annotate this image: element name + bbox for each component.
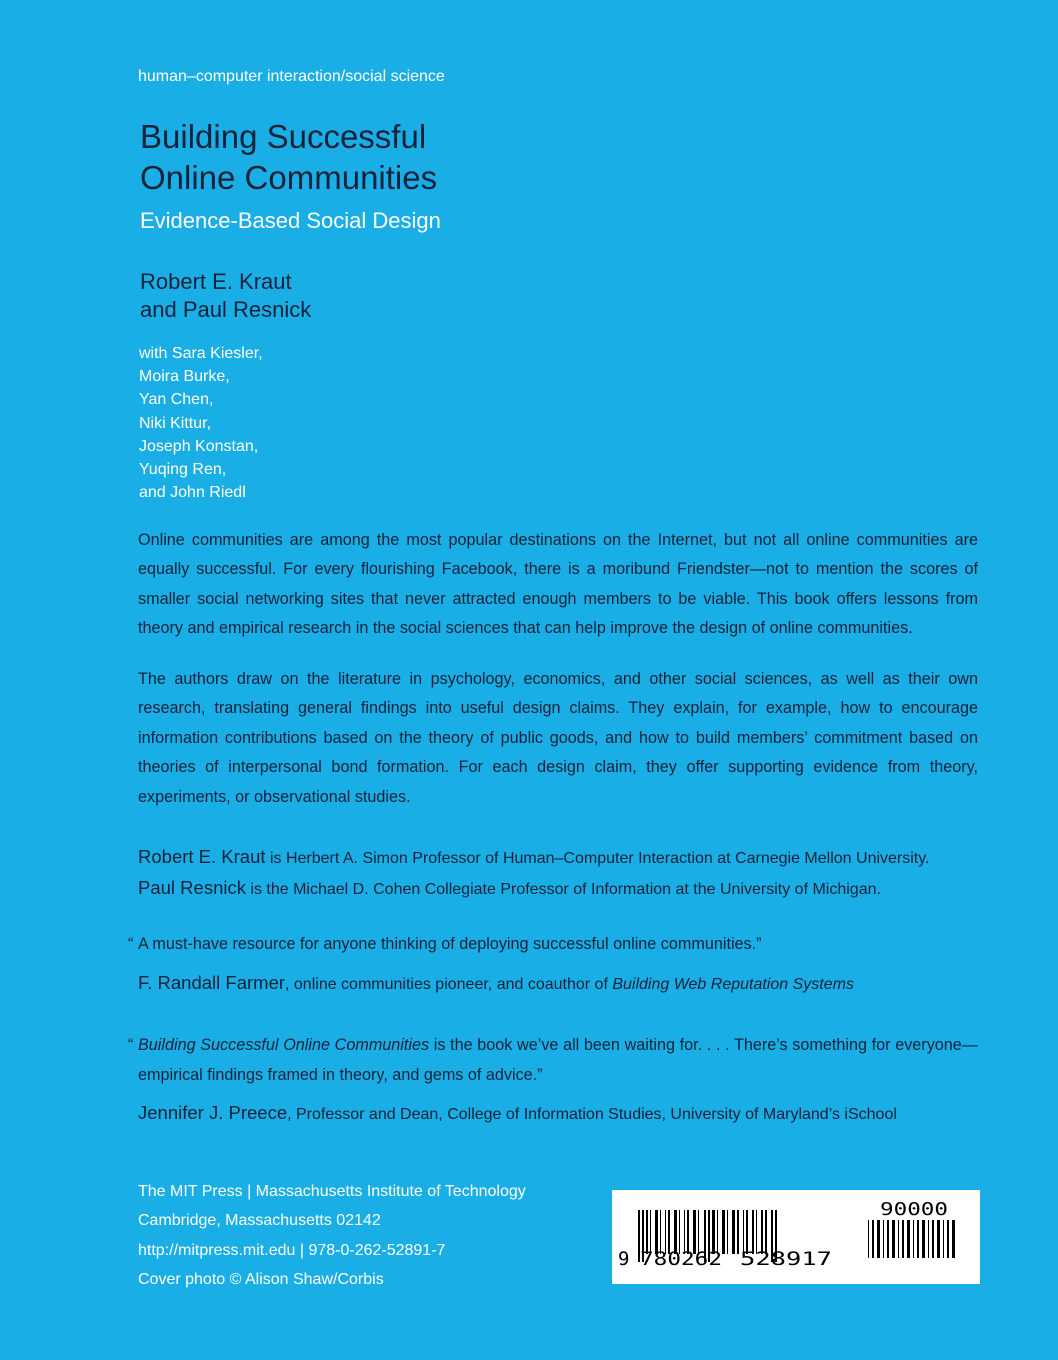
description-paragraph-2: The authors draw on the literature in psychology, economics, and other social sciences, as well as their own research, translating general findings into useful design claims. They explain, for example, how to encourage information contributions based on the theory of public goods, and how to build members’ commitment based on theories of interpersonal bond formation. For each design claim, they offer supporting evidence from theory, experiments, or observational studies. bbox=[138, 670, 978, 806]
bio-name: Robert E. Kraut bbox=[138, 846, 266, 867]
quote-affiliation: , Professor and Dean, College of Information Studies, University of Maryland’s iSchool bbox=[287, 1106, 897, 1123]
barcode-bar bbox=[902, 1220, 904, 1258]
bio-text: is Herbert A. Simon Professor of Human–Computer Interaction at Carnegie Mellon University. bbox=[265, 850, 930, 867]
bio-kraut bbox=[138, 842, 930, 873]
barcode-bar bbox=[898, 1220, 899, 1258]
barcode-bar bbox=[883, 1220, 884, 1258]
title-line-2: Online Communities bbox=[140, 159, 438, 196]
barcode-bar bbox=[913, 1220, 914, 1258]
quote-2-attribution bbox=[138, 1102, 897, 1124]
title-line-1: Building Successful bbox=[140, 118, 427, 155]
contributor: Yuqing Ren, bbox=[139, 461, 227, 479]
barcode-bar bbox=[892, 1220, 895, 1258]
category-label: human–computer interaction/social science bbox=[138, 68, 445, 85]
barcode-bar bbox=[922, 1220, 925, 1258]
barcode-bar bbox=[937, 1220, 940, 1258]
contributor: with Sara Kiesler, bbox=[139, 345, 263, 362]
barcode-left-digits: 780262 bbox=[640, 1248, 722, 1270]
publisher-line: Cambridge, Massachusetts 02142 bbox=[138, 1212, 381, 1230]
quote-text: A must-have resource for anyone thinking of deploying successful online communities.” bbox=[138, 935, 762, 953]
isbn-barcode bbox=[612, 1190, 980, 1284]
barcode-first-digit: 9 bbox=[618, 1248, 630, 1270]
barcode-bar bbox=[872, 1220, 874, 1258]
author-line-1: Robert E. Kraut bbox=[140, 269, 292, 294]
barcode-bar bbox=[932, 1220, 934, 1258]
author-line-2: and Paul Resnick bbox=[140, 297, 312, 322]
barcode-bar bbox=[732, 1210, 735, 1254]
barcode-bar bbox=[947, 1220, 949, 1258]
contributor: Niki Kittur, bbox=[139, 414, 212, 432]
bio-resnick bbox=[138, 873, 930, 904]
quote-book-title: Building Successful Online Communities bbox=[138, 1036, 430, 1054]
barcode-bar bbox=[887, 1220, 889, 1258]
author-bios bbox=[138, 842, 930, 904]
endorsement-quote-1 bbox=[128, 929, 978, 959]
publisher-line: The MIT Press | Massachusetts Institute of Technology bbox=[138, 1183, 526, 1200]
bio-text: is the Michael D. Cohen Collegiate Professor of Information at the University of Michigan. bbox=[245, 881, 881, 898]
barcode-bar bbox=[877, 1220, 880, 1258]
open-quote-mark: “ bbox=[128, 935, 134, 953]
quote-author: F. Randall Farmer bbox=[138, 972, 286, 993]
quote-text: is the book we’ve all been waiting for. . . . There’s something for everyone—empirical findings framed in theory, and gems of advice.” bbox=[138, 1036, 978, 1084]
barcode-bar bbox=[943, 1220, 944, 1258]
open-quote-mark: “ bbox=[128, 1036, 134, 1054]
barcode-right-digits: 528917 bbox=[740, 1248, 832, 1270]
book-title bbox=[140, 116, 437, 198]
endorsement-quote-2 bbox=[128, 1030, 978, 1090]
barcode-bar bbox=[727, 1210, 728, 1254]
description-paragraph-1: Online communities are among the most popular destinations on the Internet, but not all online communities are equally successful. For every flourishing Facebook, there is a moribund Friendster—not to mention the scores of smaller social networking sites that never attracted enough members to be viable. This book offers lessons from theory and empirical research in the social sciences that can help improve the design of online communities. bbox=[138, 531, 978, 638]
publisher-line: Cover photo © Alison Shaw/Corbis bbox=[138, 1271, 384, 1289]
barcode-addon-digits: 90000 bbox=[880, 1199, 948, 1220]
quote-affiliation: , online communities pioneer, and coauthor of bbox=[285, 976, 613, 993]
barcode-bar bbox=[917, 1220, 919, 1258]
publisher-info bbox=[138, 1177, 526, 1295]
authors bbox=[140, 268, 311, 324]
book-subtitle: Evidence-Based Social Design bbox=[140, 208, 441, 233]
quote-book-title: Building Web Reputation Systems bbox=[612, 976, 854, 993]
contributor: and John Riedl bbox=[139, 484, 246, 502]
contributors-list bbox=[139, 342, 263, 504]
contributor: Moira Burke, bbox=[139, 368, 230, 386]
barcode-bar bbox=[928, 1220, 929, 1258]
contributor: Joseph Konstan, bbox=[139, 437, 259, 455]
publisher-line: http://mitpress.mit.edu | 978-0-262-52891-7 bbox=[138, 1241, 446, 1259]
quote-author: Jennifer J. Preece bbox=[138, 1102, 288, 1123]
barcode-bar bbox=[737, 1210, 739, 1254]
barcode-bar bbox=[952, 1220, 955, 1258]
quote-1-attribution bbox=[138, 972, 854, 994]
barcode-graphic bbox=[612, 1190, 980, 1284]
barcode-bar bbox=[868, 1220, 869, 1258]
barcode-bar bbox=[722, 1210, 725, 1254]
barcode-bar bbox=[907, 1220, 910, 1258]
bio-name: Paul Resnick bbox=[138, 877, 246, 898]
contributor: Yan Chen, bbox=[139, 391, 214, 409]
